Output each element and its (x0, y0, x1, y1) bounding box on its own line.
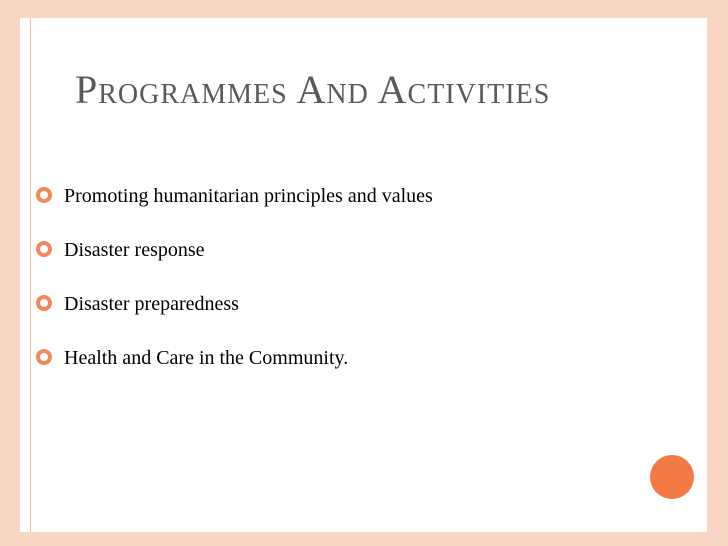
list-item (36, 292, 433, 346)
frame-right (707, 0, 728, 546)
bullet-text: Promoting humanitarian principles and values (64, 185, 433, 207)
frame-top (0, 0, 728, 18)
bullet-text: Disaster response (64, 239, 205, 261)
hollow-circle-bullet-icon (36, 349, 52, 365)
decorative-circle-icon (650, 455, 694, 499)
list-item (36, 238, 433, 292)
list-item (36, 346, 433, 400)
frame-bottom (0, 532, 728, 546)
hollow-circle-bullet-icon (36, 295, 52, 311)
bullet-list (36, 184, 433, 400)
bullet-text: Health and Care in the Community. (64, 347, 349, 369)
list-item (36, 184, 433, 238)
hollow-circle-bullet-icon (36, 187, 52, 203)
bullet-text: Disaster preparedness (64, 293, 239, 315)
frame-left (0, 0, 20, 546)
inner-border-line (30, 18, 31, 532)
slide-title: Programmes And Activities (75, 67, 551, 112)
hollow-circle-bullet-icon (36, 241, 52, 257)
